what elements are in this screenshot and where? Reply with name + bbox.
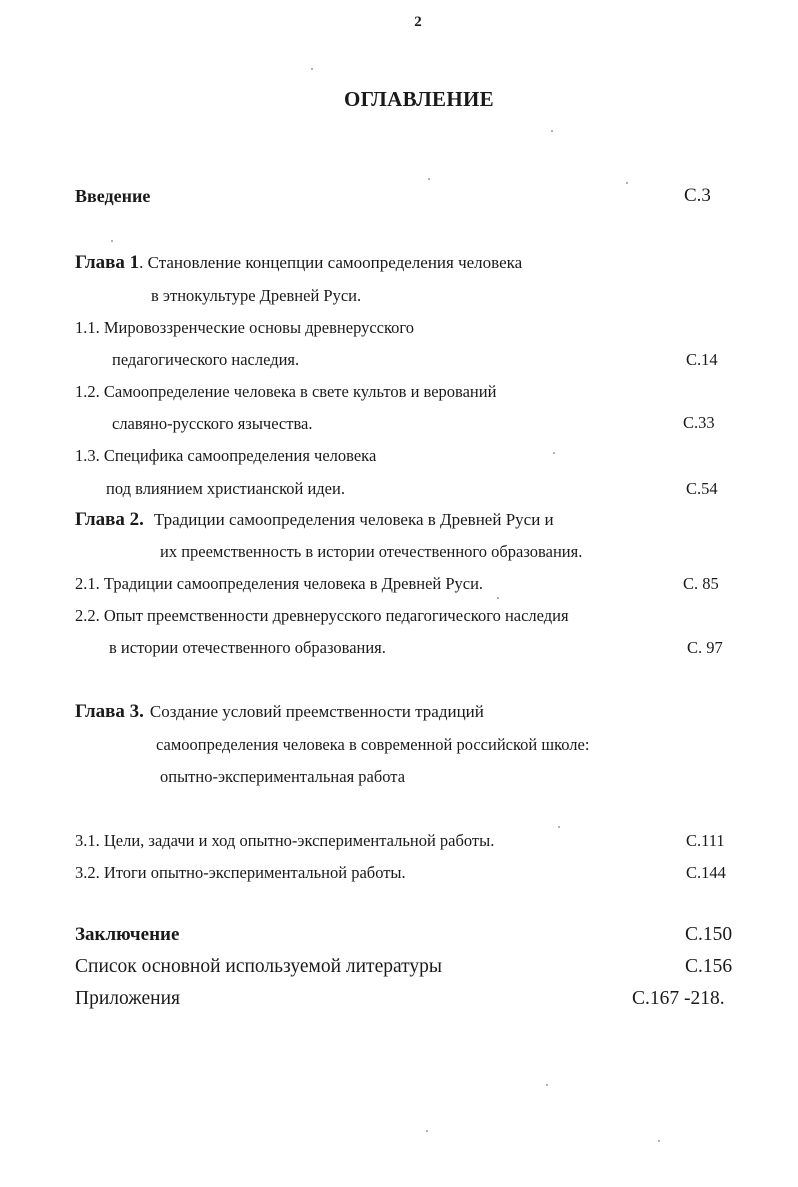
intro-label: Введение xyxy=(75,186,151,206)
section-1-1-page: С.14 xyxy=(686,350,718,369)
chapter-2-label: Глава 2. xyxy=(75,509,144,530)
section-2-2-line1: 2.2. Опыт преемственности древнерусского педагогического наследия xyxy=(75,606,569,625)
chapter-2-title-line2: их преемственность в истории отечественного образования. xyxy=(160,542,583,561)
chapter-2-heading xyxy=(75,509,554,531)
scan-speck xyxy=(311,68,313,70)
section-1-2-line1: 1.2. Самоопределение человека в свете культов и верований xyxy=(75,382,497,401)
scan-speck xyxy=(658,1140,660,1142)
section-1-3-page: С.54 xyxy=(686,479,718,498)
chapter-3-title-line2: самоопределения человека в современной российской школе: xyxy=(156,735,590,754)
section-1-2-page: С.33 xyxy=(683,413,715,432)
chapter-1-heading xyxy=(75,252,522,274)
chapter-1-label: Глава 1 xyxy=(75,252,140,273)
section-3-1-line1: 3.1. Цели, задачи и ход опытно-экспериментальной работы. xyxy=(75,831,495,850)
chapter-2-title-line1: Традиции самоопределения человека в Древней Руси и xyxy=(153,510,554,529)
chapter-3-title-line3: опытно-экспериментальная работа xyxy=(160,767,406,786)
scan-speck xyxy=(428,178,430,180)
literature-page: С.156 xyxy=(685,956,733,977)
chapter-3-title-line1: Создание условий преемственности традиций xyxy=(149,702,484,721)
section-1-1-line2: педагогического наследия. xyxy=(112,350,300,369)
section-2-1-line1: 2.1. Традиции самоопределения человека в Древней Руси. xyxy=(75,574,484,593)
scan-speck xyxy=(426,1130,428,1132)
intro-page: С.3 xyxy=(684,185,711,206)
chapter-1-title-line1: . Становление концепции самоопределения человека xyxy=(139,253,523,272)
scan-speck xyxy=(551,130,553,132)
page-number: 2 xyxy=(414,14,422,30)
appendix-label: Приложения xyxy=(75,988,180,1009)
page-title: ОГЛАВЛЕНИЕ xyxy=(344,87,494,111)
section-3-2-line1: 3.2. Итоги опытно-экспериментальной работы. xyxy=(75,863,406,882)
chapter-1-title-line2: в этнокультуре Древней Руси. xyxy=(151,286,362,305)
scan-speck xyxy=(553,452,555,454)
section-2-1-page: С. 85 xyxy=(683,574,719,593)
chapter-3-heading xyxy=(75,701,484,723)
scan-speck xyxy=(497,597,499,599)
section-1-1-line1: 1.1. Мировоззренческие основы древнерусского xyxy=(75,318,415,337)
section-2-2-page: С. 97 xyxy=(687,638,723,657)
section-3-1-page: С.111 xyxy=(686,831,725,850)
section-1-2-line2: славяно-русского язычества. xyxy=(112,414,313,433)
conclusion-page: С.150 xyxy=(685,924,733,945)
scan-speck xyxy=(546,1084,548,1086)
literature-label: Список основной используемой литературы xyxy=(75,956,443,977)
section-3-2-page: С.144 xyxy=(686,863,726,882)
section-1-3-line1: 1.3. Специфика самоопределения человека xyxy=(75,446,377,465)
scan-speck xyxy=(558,826,560,828)
scan-speck xyxy=(111,240,113,242)
section-2-2-line2: в истории отечественного образования. xyxy=(109,638,386,657)
conclusion-label: Заключение xyxy=(75,924,180,945)
scan-speck xyxy=(626,182,628,184)
chapter-3-label: Глава 3. xyxy=(75,701,144,722)
appendix-page: С.167 -218. xyxy=(632,988,725,1009)
section-1-3-line2: под влиянием христианской идеи. xyxy=(106,479,345,498)
